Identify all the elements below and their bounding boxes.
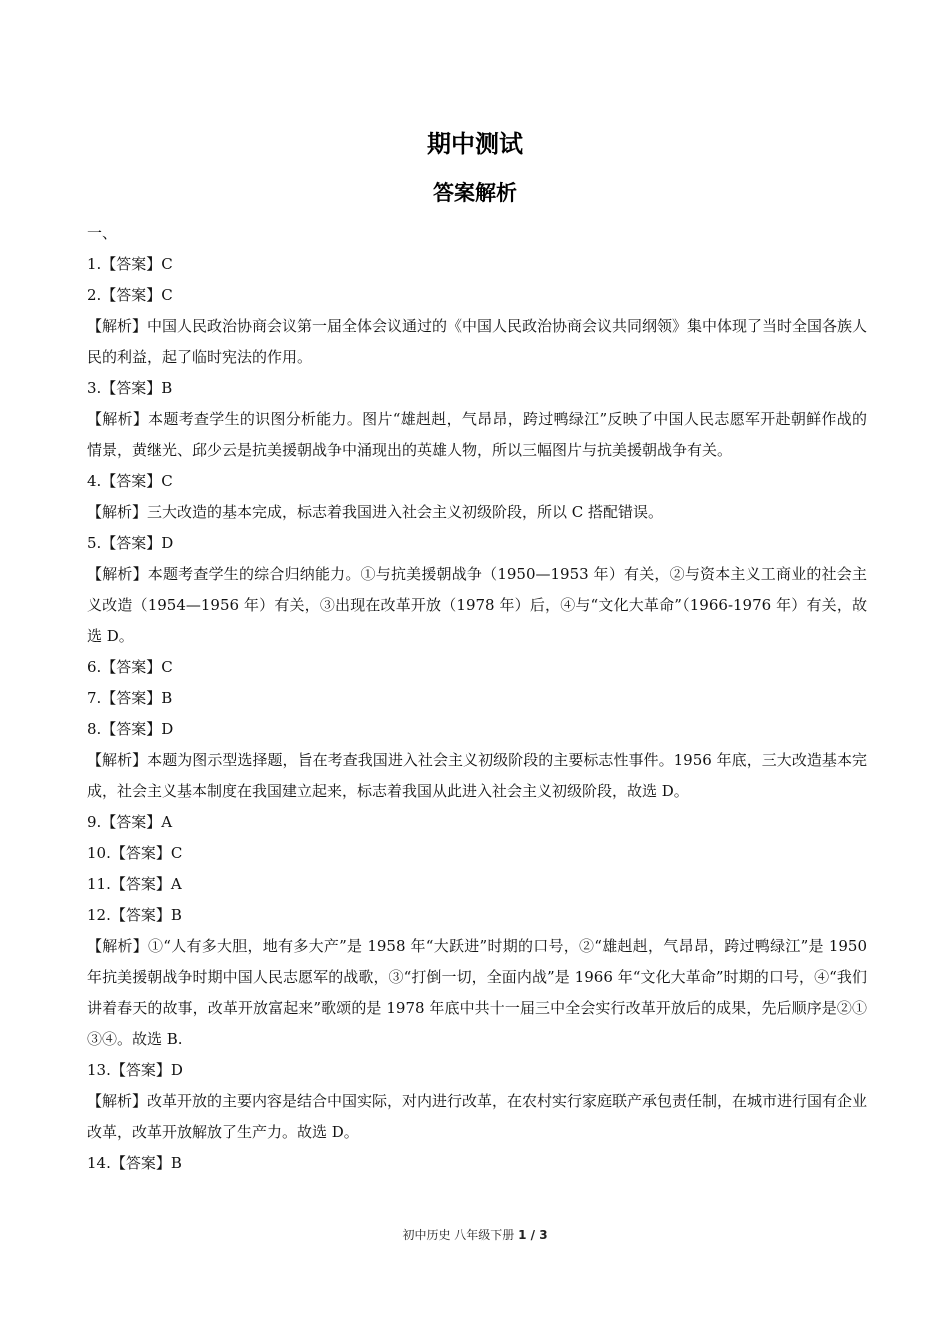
explanation-paragraph: 【解析】三大改造的基本完成，标志着我国进入社会主义初级阶段，所以 C 搭配错误。 bbox=[87, 503, 664, 521]
answer-list bbox=[87, 249, 867, 1179]
explanation-paragraph: 【解析】本题为图示型选择题，旨在考查我国进入社会主义初级阶段的主要标志性事件。1956 年底，三大改造基本完成，社会主义基本制度在我国建立起来，标志着我国从此进入社会主义初级阶段，故选 D。 bbox=[87, 751, 867, 800]
page-footer bbox=[0, 1226, 950, 1243]
answer-line: 9.【答案】A bbox=[87, 813, 173, 831]
answer-line: 4.【答案】C bbox=[87, 472, 173, 490]
answer-content bbox=[87, 218, 867, 1179]
answer-line: 3.【答案】B bbox=[87, 379, 173, 397]
explanation-paragraph: 【解析】本题考查学生的综合归纳能力。①与抗美援朝战争（1950—1953 年）有关，②与资本主义工商业的社会主义改造（1954—1956 年）有关，③出现在改革开放（1978 年）后，④与“文化大革命”（1966-1976 年）有关，故选 D。 bbox=[87, 565, 867, 645]
answer-line: 13.【答案】D bbox=[87, 1061, 183, 1079]
explanation-paragraph: 【解析】中国人民政治协商会议第一届全体会议通过的《中国人民政治协商会议共同纲领》集中体现了当时全国各族人民的利益，起了临时宪法的作用。 bbox=[87, 317, 868, 366]
answer-line: 11.【答案】A bbox=[87, 875, 182, 893]
answer-line: 1.【答案】C bbox=[87, 255, 173, 273]
answer-line: 2.【答案】C bbox=[87, 286, 173, 304]
answer-line: 12.【答案】B bbox=[87, 906, 182, 924]
answer-line: 14.【答案】B bbox=[87, 1154, 182, 1172]
page-subtitle: 答案解析 bbox=[433, 181, 517, 205]
page-title: 期中测试 bbox=[427, 130, 523, 158]
explanation-paragraph: 【解析】本题考查学生的识图分析能力。图片“雄赳赳，气昂昂，跨过鸭绿江”反映了中国人民志愿军开赴朝鲜作战的情景，黄继光、邱少云是抗美援朝战争中涌现出的英雄人物，所以三幅图片与抗美援朝战争有关。 bbox=[87, 410, 867, 459]
explanation-paragraph: 【解析】改革开放的主要内容是结合中国实际，对内进行改革，在农村实行家庭联产承包责任制，在城市进行国有企业改革，改革开放解放了生产力。故选 D。 bbox=[87, 1092, 868, 1141]
answer-line: 6.【答案】C bbox=[87, 658, 173, 676]
answer-line: 10.【答案】C bbox=[87, 844, 183, 862]
section-heading: 一、 bbox=[87, 224, 118, 242]
footer-label: 初中历史 八年级下册 bbox=[402, 1228, 515, 1242]
answer-line: 5.【答案】D bbox=[87, 534, 174, 552]
page-number: 1 / 3 bbox=[518, 1228, 548, 1242]
explanation-paragraph: 【解析】①“人有多大胆，地有多大产”是 1958 年“大跃进”时期的口号，②“雄赳赳，气昂昂，跨过鸭绿江”是 1950 年抗美援朝战争时期中国人民志愿军的战歌，③“打倒一切，全面内战”是 1966 年“文化大革命”时期的口号，④“我们讲着春天的故事，改革开放富起来”歌颂的是 1978 年底中共十一届三中全会实行改革开放后的成果，先后顺序是②①③④。故选 B. bbox=[87, 937, 867, 1048]
answer-line: 8.【答案】D bbox=[87, 720, 174, 738]
answer-line: 7.【答案】B bbox=[87, 689, 173, 707]
